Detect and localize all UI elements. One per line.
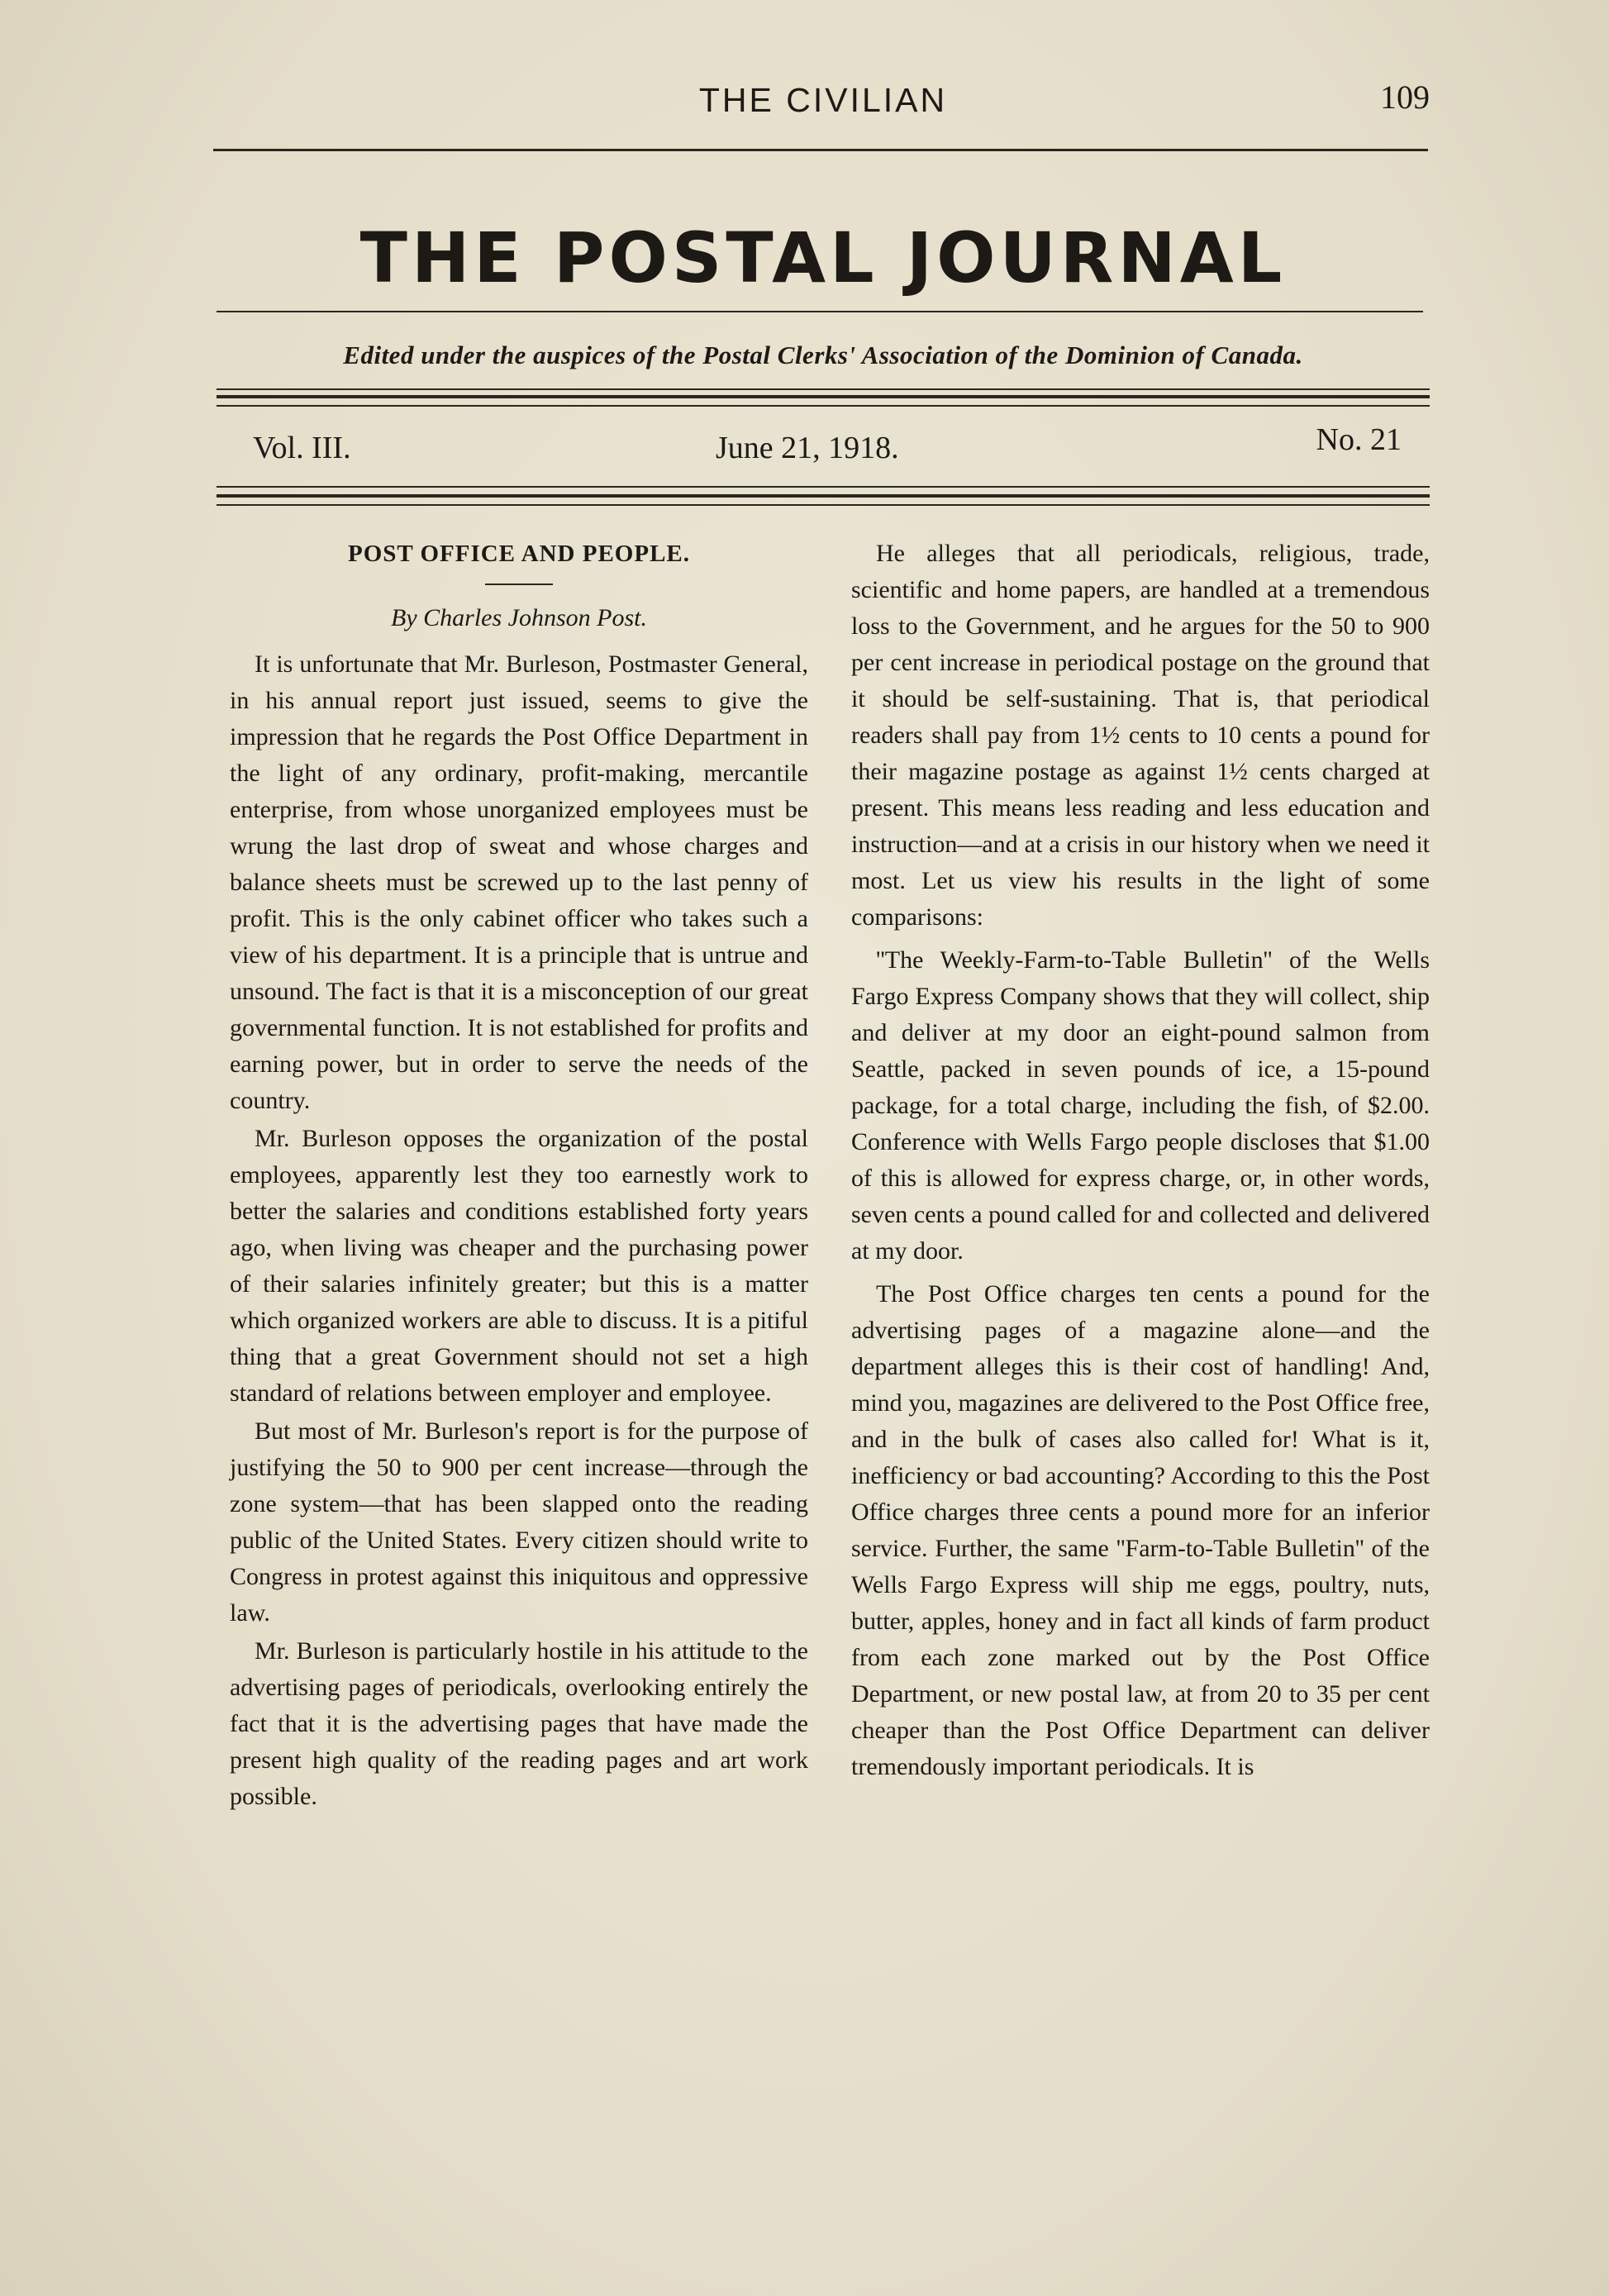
volume-label: Vol. III. — [253, 431, 351, 465]
heading-divider — [485, 584, 553, 585]
article-heading: POST OFFICE AND PEOPLE. — [347, 541, 691, 567]
right-paragraph: ''The Weekly-Farm-to-Table Bulletin'' of the Wells Fargo Express Company shows that they will collect, ship and deliver at my door an eight-pound salmon from Seattle, packed in seven pounds of ice, a 15-pound package, for a total charge, including the fish, of $2.00. Conference with Wells Fargo people discloses that $1.00 of this is allowed for express charge, or, in other words, seven cents a pound called for and collected and delivered at my door. — [851, 946, 1430, 1265]
left-paragraph: But most of Mr. Burleson's report is for the purpose of justifying the 50 to 900 per cent increase—through the zone system—that has been slapped onto the reading public of the United States. Every citizen should write to Congress in protest against this iniquitous and oppressive law. — [230, 1417, 808, 1627]
issue-number: No. 21 — [1316, 422, 1402, 457]
masthead-rule — [217, 311, 1423, 312]
left-column — [230, 536, 808, 1815]
subtitle-rule-top — [217, 388, 1430, 390]
left-paragraph: Mr. Burleson is particularly hostile in his attitude to the advertising pages of periodicals, overlooking entirely the fact that it is the advertising pages that have made the present high quality of the reading pages and art work possible. — [230, 1637, 808, 1810]
page-number: 109 — [1380, 79, 1430, 116]
subtitle-rule-bottom — [217, 395, 1430, 398]
right-paragraph: He alleges that all periodicals, religious, trade, scientific and home papers, are handled at a tremendous loss to the Government, and he argues for the 50 to 900 per cent increase in periodical postage on the ground that it should be self-sustaining. That is, that periodical readers shall pay from 1½ cents to 10 cents a pound for their magazine postage as against 1½ cents charged at present. This means less reading and less education and instruction—and at a crisis in our history when we need it most. Let us view his results in the light of some comparisons: — [851, 540, 1430, 931]
header-rule — [213, 149, 1428, 151]
running-head-title: THE CIVILIAN — [698, 81, 948, 119]
article-byline: By Charles Johnson Post. — [391, 604, 647, 631]
masthead-subtitle: Edited under the auspices of the Postal Clerks' Association of the Dominion of Canada. — [343, 341, 1303, 369]
right-column — [851, 536, 1430, 1785]
issue-rule-top — [217, 486, 1430, 488]
subtitle-rule-thin — [217, 405, 1430, 407]
issue-line — [253, 422, 1402, 471]
issue-rule-bottom — [217, 504, 1430, 506]
running-head — [217, 81, 1430, 131]
issue-date: June 21, 1918. — [716, 431, 899, 465]
right-paragraph: The Post Office charges ten cents a pound for the advertising pages of a magazine alone—and the department alleges this is their cost of handling! And, mind you, magazines are delivered to the Post Office free, and in the bulk of cases also called for! What is it, inefficiency or bad accounting? According to this the Post Office charges three cents a pound more for an inferior service. Further, the same ''Farm-to-Table Bulletin'' of the Wells Fargo Express will ship me eggs, poultry, nuts, butter, apples, honey and in fact all kinds of farm product from each zone marked out by the Post Office Department, or new postal law, at from 20 to 35 per cent cheaper than the Post Office Department can deliver tremendously important periodicals. It is — [851, 1280, 1430, 1780]
issue-rule-mid — [217, 494, 1430, 498]
left-paragraph: Mr. Burleson opposes the organization of the postal employees, apparently lest they too earnestly work to better the salaries and conditions established forty years ago, when living was cheaper and the purchasing power of their salaries infinitely greater; but this is a matter which organized workers are able to discuss. It is a pitiful thing that a great Government should not set a high standard of relations between employer and employee. — [230, 1125, 808, 1407]
masthead-title: THE POSTAL JOURNAL — [359, 217, 1287, 298]
left-paragraph: It is unfortunate that Mr. Burleson, Postmaster General, in his annual report just issued, seems to give the impression that he regards the Post Office Department in the light of any ordinary, profit-making, mercantile enterprise, from whose unorganized employees must be wrung the last drop of sweat and whose charges and balance sheets must be screwed up to the last penny of profit. This is the only cabinet officer who takes such a view of his department. It is a principle that is untrue and unsound. The fact is that it is a misconception of our great governmental function. It is not established for profits and earning power, but in order to serve the needs of the country. — [230, 650, 808, 1114]
